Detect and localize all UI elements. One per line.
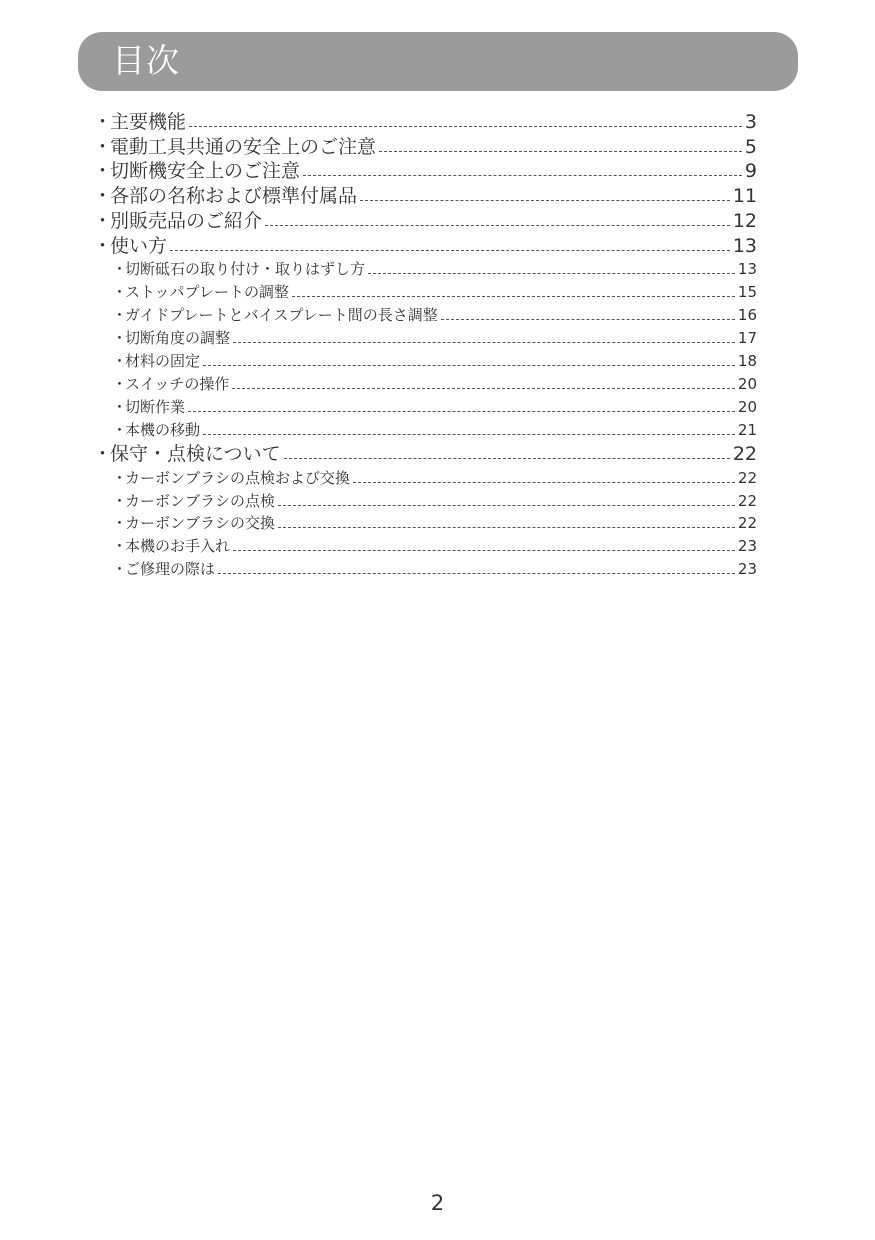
toc-subentry[interactable] bbox=[112, 396, 757, 419]
toc-entry-label: 本機のお手入れ bbox=[125, 537, 231, 555]
toc-bullet: ・ bbox=[93, 185, 113, 207]
toc-entry-page: 18 bbox=[737, 352, 757, 370]
toc-entry-page: 16 bbox=[737, 306, 757, 324]
toc-entry[interactable] bbox=[93, 184, 757, 209]
toc-bullet: ・ bbox=[93, 160, 113, 182]
toc-entry-label: 材料の固定 bbox=[125, 352, 201, 370]
toc-entry[interactable] bbox=[93, 135, 757, 160]
toc-subentry[interactable] bbox=[112, 490, 757, 513]
toc-leader-dots bbox=[189, 126, 742, 127]
toc-entry-label: 切断角度の調整 bbox=[125, 329, 231, 347]
toc-leader-dots bbox=[233, 342, 735, 343]
toc-entry-label: 使い方 bbox=[110, 235, 168, 257]
toc-entry-label: ご修理の際は bbox=[125, 560, 216, 578]
toc-bullet: ・ bbox=[112, 469, 128, 487]
toc-subentry[interactable] bbox=[112, 304, 757, 327]
toc-bullet: ・ bbox=[93, 136, 113, 158]
toc-subentry[interactable] bbox=[112, 327, 757, 350]
toc-entry-page: 9 bbox=[744, 160, 757, 182]
toc-entry-label: カーボンブラシの交換 bbox=[125, 514, 276, 532]
toc-bullet: ・ bbox=[112, 283, 128, 301]
toc-title: 目次 bbox=[112, 41, 180, 80]
toc-entry-label: カーボンブラシの点検 bbox=[125, 492, 276, 510]
toc-entry[interactable] bbox=[93, 110, 757, 135]
toc-leader-dots bbox=[379, 151, 742, 152]
toc-entry-label: ガイドプレートとバイスプレート間の長さ調整 bbox=[125, 306, 438, 324]
toc-entry-label: 切断作業 bbox=[125, 398, 186, 416]
toc-entry-page: 13 bbox=[737, 260, 757, 278]
toc-subentry[interactable] bbox=[112, 512, 757, 535]
toc-leader-dots bbox=[441, 319, 735, 320]
toc-bullet: ・ bbox=[93, 443, 113, 465]
toc-leader-dots bbox=[218, 573, 735, 574]
toc-subentry[interactable] bbox=[112, 281, 757, 304]
toc-subentry[interactable] bbox=[112, 535, 757, 558]
toc-leader-dots bbox=[303, 175, 742, 176]
toc-entry-page: 23 bbox=[737, 560, 757, 578]
toc-bullet: ・ bbox=[112, 398, 128, 416]
toc-bullet: ・ bbox=[93, 235, 113, 257]
toc-entry-page: 17 bbox=[737, 329, 757, 347]
toc-leader-dots bbox=[188, 411, 735, 412]
toc-entry-label: 保守・点検について bbox=[110, 443, 281, 465]
toc-subentry[interactable] bbox=[112, 419, 757, 442]
toc-entry[interactable] bbox=[93, 442, 757, 467]
toc-entry-page: 12 bbox=[732, 210, 757, 232]
toc-leader-dots bbox=[170, 250, 730, 251]
toc-entry-label: 別販売品のご紹介 bbox=[110, 210, 263, 232]
toc-entry-page: 22 bbox=[732, 443, 757, 465]
toc-entry[interactable] bbox=[93, 234, 757, 259]
toc-entry-page: 13 bbox=[732, 235, 757, 257]
page-number: 2 bbox=[430, 1191, 445, 1215]
toc-entry-page: 23 bbox=[737, 537, 757, 555]
toc-leader-dots bbox=[233, 550, 735, 551]
toc-bullet: ・ bbox=[112, 260, 128, 278]
toc-bullet: ・ bbox=[93, 210, 113, 232]
toc-bullet: ・ bbox=[112, 514, 128, 532]
toc-leader-dots bbox=[278, 505, 735, 506]
toc-entry-page: 21 bbox=[737, 421, 757, 439]
toc-entry-label: 主要機能 bbox=[110, 111, 187, 133]
toc-bullet: ・ bbox=[112, 537, 128, 555]
toc-entry-page: 20 bbox=[737, 375, 757, 393]
toc-leader-dots bbox=[368, 273, 735, 274]
toc-leader-dots bbox=[292, 296, 735, 297]
toc-entry-label: スイッチの操作 bbox=[125, 375, 230, 393]
toc-entry[interactable] bbox=[93, 209, 757, 234]
toc-bullet: ・ bbox=[112, 560, 128, 578]
toc-entry-page: 22 bbox=[737, 514, 757, 532]
toc-bullet: ・ bbox=[112, 421, 128, 439]
toc-bullet: ・ bbox=[112, 375, 128, 393]
toc-entry-label: 本機の移動 bbox=[125, 421, 201, 439]
toc-entry-label: カーボンブラシの点検および交換 bbox=[125, 469, 351, 487]
toc-bullet: ・ bbox=[112, 352, 128, 370]
toc-entry-label: 切断機安全上のご注意 bbox=[110, 160, 301, 182]
toc-entry-label: 電動工具共通の安全上のご注意 bbox=[110, 136, 377, 158]
toc-leader-dots bbox=[360, 200, 730, 201]
toc-entry-page: 11 bbox=[732, 185, 757, 207]
toc-subentry[interactable] bbox=[112, 558, 757, 581]
toc-entry-page: 5 bbox=[744, 136, 757, 158]
toc-entry-page: 22 bbox=[737, 492, 757, 510]
toc-subentry[interactable] bbox=[112, 373, 757, 396]
toc-entry-page: 22 bbox=[737, 469, 757, 487]
toc-leader-dots bbox=[353, 482, 735, 483]
toc-subentry[interactable] bbox=[112, 467, 757, 490]
toc-entry[interactable] bbox=[93, 159, 757, 184]
toc-entry-label: ストッパプレートの調整 bbox=[125, 283, 289, 301]
toc-leader-dots bbox=[265, 225, 730, 226]
toc-bullet: ・ bbox=[112, 306, 128, 324]
toc-leader-dots bbox=[203, 365, 735, 366]
toc-subentry[interactable] bbox=[112, 350, 757, 373]
toc-entry-page: 20 bbox=[737, 398, 757, 416]
toc-leader-dots bbox=[232, 388, 735, 389]
toc-entry-label: 切断砥石の取り付け・取りはずし方 bbox=[125, 260, 366, 278]
toc-bullet: ・ bbox=[112, 492, 128, 510]
toc-subentry[interactable] bbox=[112, 258, 757, 281]
toc-entry-page: 15 bbox=[737, 283, 757, 301]
toc-bullet: ・ bbox=[93, 111, 113, 133]
toc-leader-dots bbox=[284, 458, 730, 459]
toc-entry-label: 各部の名称および標準付属品 bbox=[110, 185, 358, 207]
toc-leader-dots bbox=[203, 434, 735, 435]
toc-entry-page: 3 bbox=[744, 111, 757, 133]
toc-leader-dots bbox=[278, 527, 735, 528]
toc-bullet: ・ bbox=[112, 329, 128, 347]
